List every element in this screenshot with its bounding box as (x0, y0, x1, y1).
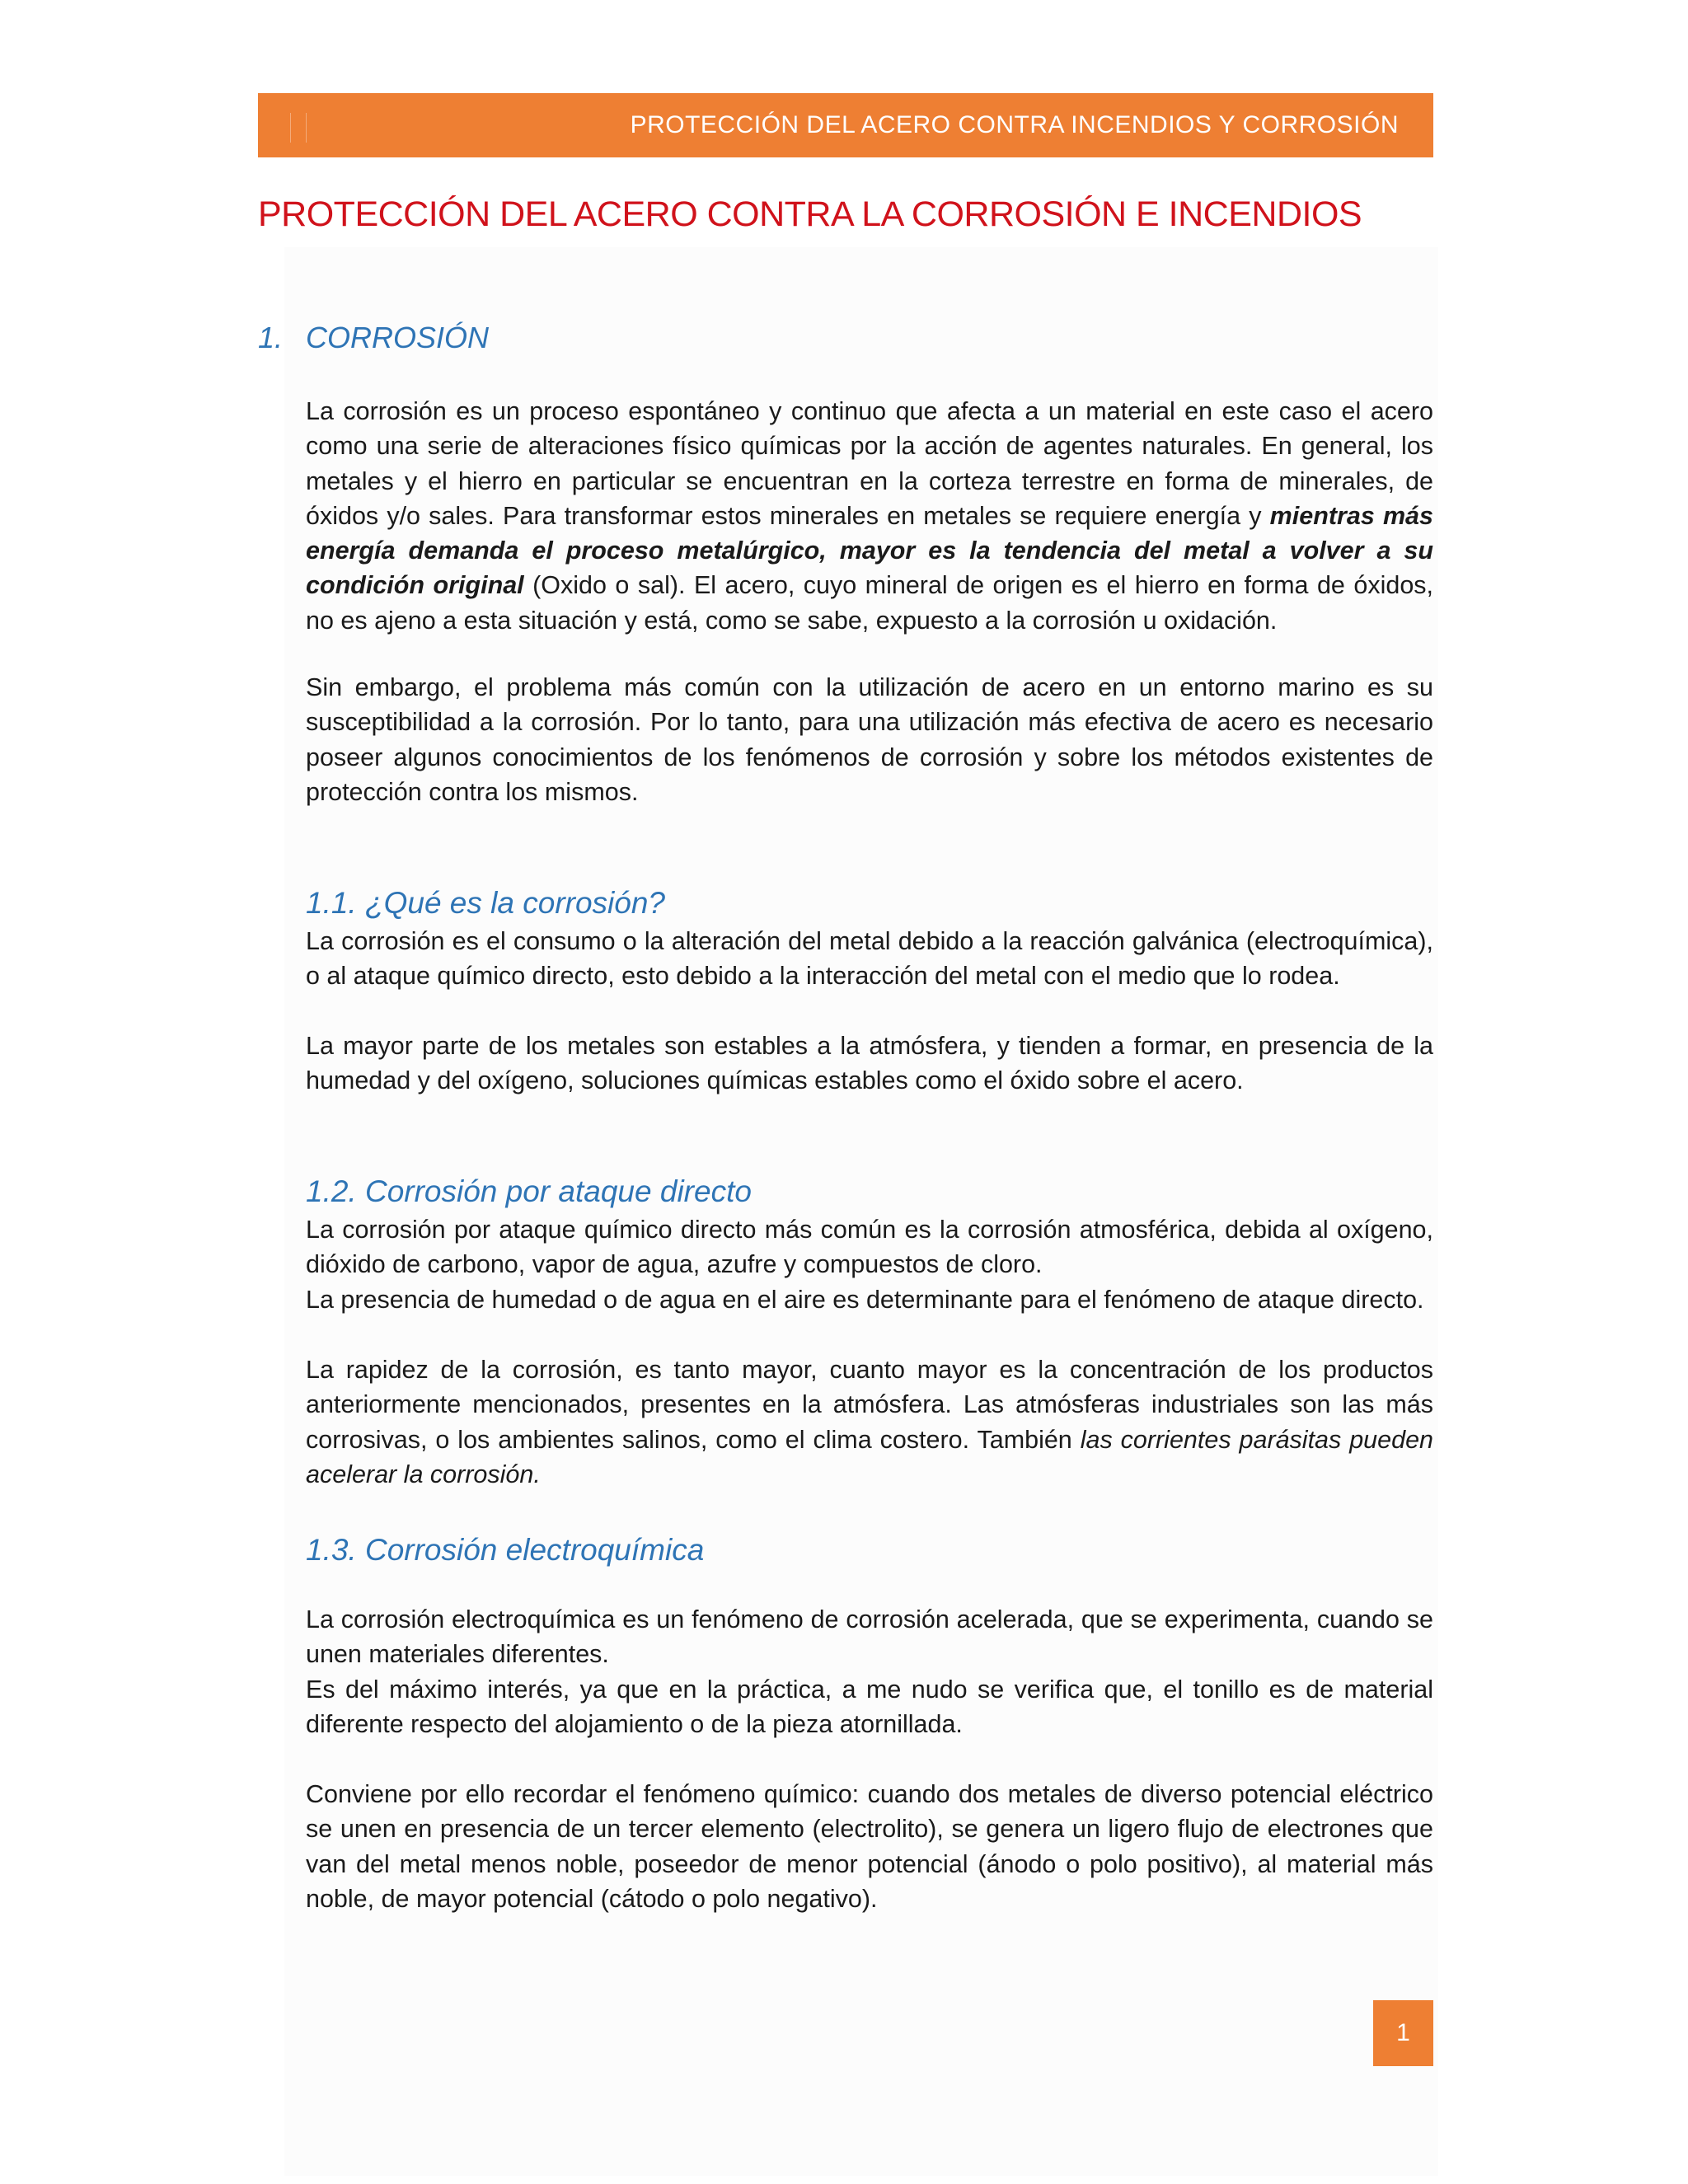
section-1-paragraph-2: Sin embargo, el problema más común con la utilización de acero en un entorno marino es su susceptibilidad a la corrosión. Por lo tanto, para una utilización más efectiva de acero es necesario poseer algunos conocimientos de los fenómenos de corrosión y sobre los métodos existentes de protección contra los mismos. (306, 673, 1433, 806)
page-number-badge (1373, 2000, 1433, 2066)
page-number: 1 (1396, 2019, 1410, 2046)
running-header (258, 93, 1433, 157)
section-1-2-p3-text: La rapidez de la corrosión, es tanto mayor, cuanto mayor es la concentración de los productos anteriormente mencionados, presentes en la atmósfera. Las atmósferas industriales son las más corrosivas, o los ambientes salinos, como el clima costero. También (306, 1356, 1433, 1454)
section-1-number: 1. (258, 321, 284, 354)
section-1-3-paragraph-2: Es del máximo interés, ya que en la práctica, a me nudo se verifica que, el tonillo es de material diferente respecto del alojamiento o de la pieza atornillada. (306, 1675, 1433, 1739)
section-1-heading (258, 321, 489, 355)
section-1-p1-emphasis: mientras más energía demanda el proceso metalúrgico, mayor es la tendencia del metal a volver a su condición original (306, 501, 1433, 600)
section-1-1-paragraph-2: La mayor parte de los metales son estables a la atmósfera, y tienden a formar, en presencia de la humedad y del oxígeno, soluciones químicas estables como el óxido sobre el acero. (306, 1032, 1433, 1095)
document-title: PROTECCIÓN DEL ACERO CONTRA LA CORROSIÓN E INCENDIOS (258, 194, 1362, 234)
section-1-3-heading: 1.3. Corrosión electroquímica (306, 1533, 705, 1567)
section-1-3-paragraph-1: La corrosión electroquímica es un fenómeno de corrosión acelerada, que se experimenta, cuando se unen materiales diferentes. (306, 1605, 1433, 1669)
section-1-2-paragraph-1: La corrosión por ataque químico directo más común es la corrosión atmosférica, debida al oxígeno, dióxido de carbono, vapor de agua, azufre y compuestos de cloro. (306, 1216, 1433, 1279)
section-1-paragraph-1 (306, 394, 1433, 638)
section-1-3-paragraph-3: Conviene por ello recordar el fenómeno químico: cuando dos metales de diverso potencial eléctrico se unen en presencia de un tercer elemento (electrolito), se genera un ligero flujo de electrones que van del metal menos noble, poseedor de menor potencial (ánodo o polo positivo), al material más noble, de mayor potencial (cátodo o polo negativo). (306, 1780, 1433, 1913)
section-1-1-paragraph-1: La corrosión es el consumo o la alteración del metal debido a la reacción galvánica (electroquímica), o al ataque químico directo, esto debido a la interacción del metal con el medio que lo rodea. (306, 927, 1433, 991)
section-1-title: CORROSIÓN (306, 321, 490, 354)
section-1-1-heading: 1.1. ¿Qué es la corrosión? (306, 886, 665, 920)
section-1-p1-text-b: (Oxido o sal). El acero, cuyo mineral de origen es el hierro en forma de óxidos, no es ajeno a esta situación y está, como se sabe, expuesto a la corrosión u oxidación. (306, 571, 1433, 635)
section-1-p1-text-a: La corrosión es un proceso espontáneo y continuo que afecta a un material en este caso el acero como una serie de alteraciones físico químicas por la acción de agentes naturales. En general, los metales y el hierro en particular se encuentran en la corteza terrestre en forma de minerales, de óxidos y/o sales. Para transformar estos minerales en metales se requiere energía y (306, 397, 1433, 530)
section-1-2-heading: 1.2. Corrosión por ataque directo (306, 1174, 752, 1208)
section-1-2-paragraph-3 (306, 1352, 1433, 1492)
section-1-2-paragraph-2: La presencia de humedad o de agua en el aire es determinante para el fenómeno de ataque directo. (306, 1286, 1424, 1314)
section-1-2-p3-emphasis: las corrientes parásitas pueden acelerar la corrosión. (306, 1425, 1433, 1488)
running-header-title: PROTECCIÓN DEL ACERO CONTRA INCENDIOS Y CORROSIÓN (630, 111, 1399, 138)
header-decoration (290, 113, 307, 143)
